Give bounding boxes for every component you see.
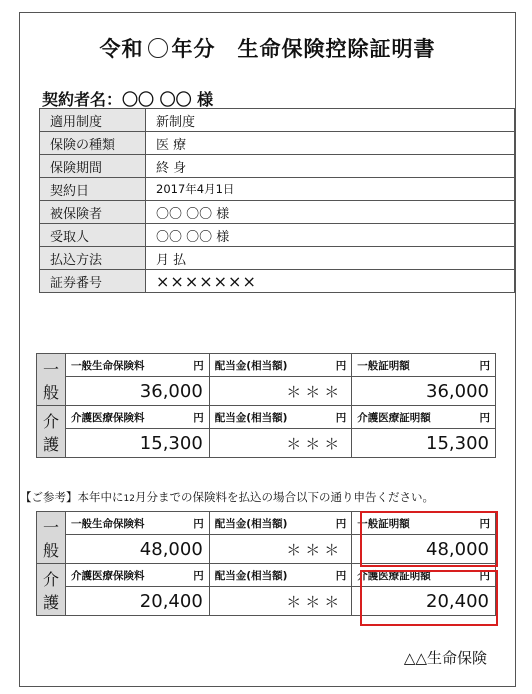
note-text: 月分までの保険料を払込の場合以下の通り申告ください。	[134, 490, 434, 504]
care-cert-value: 15,300	[352, 429, 496, 458]
yen-unit: 円	[335, 569, 347, 582]
care-side-label	[37, 406, 66, 458]
header-text: 配当金(相当額)	[214, 411, 288, 424]
general-cert-value: 48,000	[352, 535, 496, 564]
header-text: 一般証明額	[357, 359, 410, 372]
general-premium-value: 48,000	[66, 535, 210, 564]
side-char-bottom: 護	[42, 434, 59, 454]
info-value: 医 療	[146, 132, 515, 155]
yen-unit: 円	[193, 411, 204, 424]
info-row	[40, 247, 515, 270]
side-char-bottom: 般	[42, 382, 59, 402]
info-value: 月 払	[146, 247, 515, 270]
info-value: ×××××××	[146, 270, 515, 293]
current-amount-table	[36, 353, 496, 458]
general-dividend-value: ＊＊＊	[209, 377, 351, 406]
policyholder-label: 契約者名：	[42, 90, 123, 109]
premium-header	[66, 564, 210, 587]
note-month: 12	[123, 494, 135, 504]
general-premium-value: 36,000	[66, 377, 210, 406]
info-value: 〇〇 〇〇 様	[146, 201, 515, 224]
info-row	[40, 201, 515, 224]
info-label: 払込方法	[40, 247, 146, 270]
header-text: 配当金(相当額)	[214, 569, 288, 582]
side-char-top: 介	[42, 569, 59, 589]
info-value: 2017年4月1日	[146, 178, 515, 201]
general-cert-value: 36,000	[352, 377, 496, 406]
care-side-label	[37, 564, 66, 616]
info-row	[40, 224, 515, 247]
cert-header	[352, 354, 496, 377]
reference-note	[20, 489, 434, 505]
info-label: 被保険者	[40, 201, 146, 224]
side-char-top: 一	[42, 517, 59, 537]
info-value: 終 身	[146, 155, 515, 178]
dividend-header	[209, 512, 351, 535]
header-text: 一般証明額	[357, 517, 410, 530]
document-title	[20, 33, 515, 63]
header-text: 介護医療証明額	[357, 569, 431, 582]
info-row	[40, 155, 515, 178]
header-text: 一般生命保険料	[71, 517, 145, 530]
general-side-label	[37, 354, 66, 406]
info-row	[40, 270, 515, 293]
certificate-document	[19, 12, 516, 687]
title-era: 令和	[99, 37, 144, 61]
care-dividend-value: ＊＊＊	[209, 587, 351, 616]
yen-unit: 円	[479, 359, 490, 372]
info-label: 保険の種類	[40, 132, 146, 155]
note-text: 【ご参考】本年中に	[20, 490, 124, 504]
year-blank-circle	[148, 38, 168, 58]
dividend-header	[209, 354, 351, 377]
policyholder-line	[42, 87, 213, 110]
dividend-header	[209, 564, 351, 587]
yen-unit: 円	[335, 517, 347, 530]
info-label: 受取人	[40, 224, 146, 247]
general-cert-highlight	[360, 511, 498, 567]
info-row	[40, 109, 515, 132]
premium-header	[66, 512, 210, 535]
info-label: 適用制度	[40, 109, 146, 132]
care-cert-highlight	[360, 570, 498, 626]
yen-unit: 円	[479, 411, 490, 424]
care-dividend-value: ＊＊＊	[209, 429, 351, 458]
cert-header	[352, 406, 496, 429]
header-text: 介護医療証明額	[357, 411, 431, 424]
yen-unit: 円	[479, 517, 490, 530]
info-row	[40, 132, 515, 155]
yen-unit: 円	[193, 359, 204, 372]
info-value: 新制度	[146, 109, 515, 132]
care-premium-value: 20,400	[66, 587, 210, 616]
policyholder-name: 〇〇 〇〇 様	[122, 90, 214, 109]
general-dividend-value: ＊＊＊	[209, 535, 351, 564]
header-text: 配当金(相当額)	[214, 359, 288, 372]
premium-header	[66, 406, 210, 429]
info-label: 保険期間	[40, 155, 146, 178]
general-side-label	[37, 512, 66, 564]
header-text: 介護医療保険料	[71, 569, 145, 582]
policy-info-table	[39, 108, 515, 293]
info-row	[40, 178, 515, 201]
header-text: 一般生命保険料	[71, 359, 145, 372]
side-char-bottom: 般	[42, 540, 59, 560]
care-cert-value: 20,400	[352, 587, 496, 616]
title-text: 年分 生命保険控除証明書	[171, 37, 436, 61]
yen-unit: 円	[335, 411, 347, 424]
header-text: 介護医療保険料	[71, 411, 145, 424]
yen-unit: 円	[479, 569, 490, 582]
info-label: 契約日	[40, 178, 146, 201]
info-label: 証券番号	[40, 270, 146, 293]
insurer-name: △△生命保険	[403, 649, 487, 667]
dividend-header	[209, 406, 351, 429]
yen-unit: 円	[193, 517, 204, 530]
premium-header	[66, 354, 210, 377]
side-char-top: 介	[42, 411, 59, 431]
header-text: 配当金(相当額)	[214, 517, 288, 530]
side-char-bottom: 護	[42, 592, 59, 612]
yen-unit: 円	[193, 569, 204, 582]
care-premium-value: 15,300	[66, 429, 210, 458]
yen-unit: 円	[335, 359, 347, 372]
side-char-top: 一	[42, 359, 59, 379]
info-value: 〇〇 〇〇 様	[146, 224, 515, 247]
